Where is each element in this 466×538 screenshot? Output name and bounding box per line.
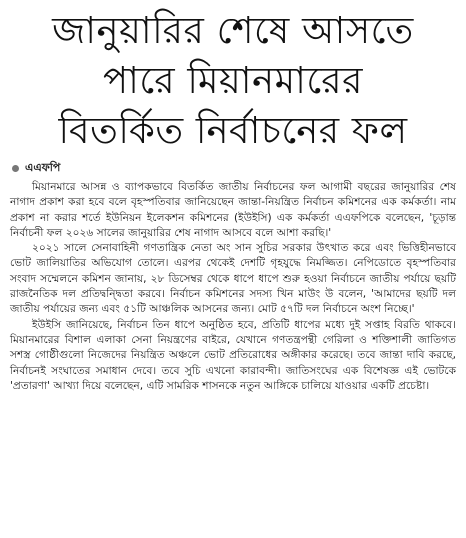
article-body (10, 180, 456, 394)
article-paragraph-3: ইউইসি জানিয়েছে, নির্বাচন তিন ধাপে অনুষ্ঠিত হবে, প্রতিটি ধাপের মধ্যে দুই সপ্তাহ বিরতি থাকবে। মিয়ানমারের বিশাল এলাকা সেনা নিয়ন্ত্রণের বাইরে, যেখানে গণতন্ত্রপন্থী গেরিলা ও শক্তিশালী জাতিগত সশস্ত্র গোষ্ঠীগুলো নিজেদের নিয়ন্ত্রিত অঞ্চলে ভোট প্রতিরোধের অঙ্গীকার করেছে। তবে জান্তা দাবি করছে, নির্বাচনই সংঘাতের সমাধান দেবে। তবে সুচি এখনো কারাবন্দী। জাতিসংঘের এক বিশেষজ্ঞ এই ভোটকে 'প্রতারণা' আখ্যা দিয়ে বলেছেন, এটি সামরিক শাসনকে নতুন আঙ্গিকে চালিয়ে যাওয়ার একটি প্রচেষ্টা। (10, 318, 456, 392)
byline-source: এএফপি (25, 161, 61, 174)
headline-line-2: পারে মিয়ানমারের (103, 59, 363, 102)
byline (12, 159, 456, 178)
headline-line-1: জানুয়ারির শেষে আসতে (52, 9, 414, 52)
headline-line-3: বিতর্কিত নির্বাচনের ফল (58, 109, 408, 152)
headline (10, 6, 456, 156)
bullet-icon (12, 165, 19, 172)
article-paragraph-2: ২০২১ সালে সেনাবাহিনী গণতান্ত্রিক নেতা অং সান সুচির সরকার উৎখাত করে এবং ভিত্তিহীনভাবে ভোট জালিয়াতির অভিযোগ তোলে। এরপর থেকেই দেশটি গৃহযুদ্ধে নিমজ্জিত। নেপিডোতে বৃহস্পতিবার সংবাদ সম্মেলনে কমিশন জানায়, ২৮ ডিসেম্বর থেকে ধাপে ধাপে শুরু হওয়া নির্বাচনে জাতীয় পর্যায়ে ছয়টি রাজনৈতিক দল প্রতিদ্বন্দ্বিতা করবে। নির্বাচন কমিশনের সদস্য খিন মাউং উ বলেন, 'আমাদের ছয়টি দল জাতীয় পর্যায়ের জন্য এবং ৫১টি আঞ্চলিক আসনের জন্য। মোট ৫৭টি দল নির্বাচনে অংশ নিচ্ছে।' (10, 242, 456, 316)
article-paragraph-1: মিয়ানমারে আসন্ন ও ব্যাপকভাবে বিতর্কিত জাতীয় নির্বাচনের ফল আগামী বছরের জানুয়ারির শেষ নাগাদ প্রকাশ করা হবে বলে বৃহস্পতিবার জানিয়েছেন জান্তা-নিয়ন্ত্রিত নির্বাচন কমিশনের এক কর্মকর্তা। নাম প্রকাশ না করার শর্তে ইউনিয়ন ইলেকশন কমিশনের (ইউইসি) এক কর্মকর্তা এএফপিকে বলেছেন, 'চূড়ান্ত নির্বাচনী ফল ২০২৬ সালের জানুয়ারির শেষ নাগাদ আসবে বলে আশা করছি।' (10, 181, 456, 239)
